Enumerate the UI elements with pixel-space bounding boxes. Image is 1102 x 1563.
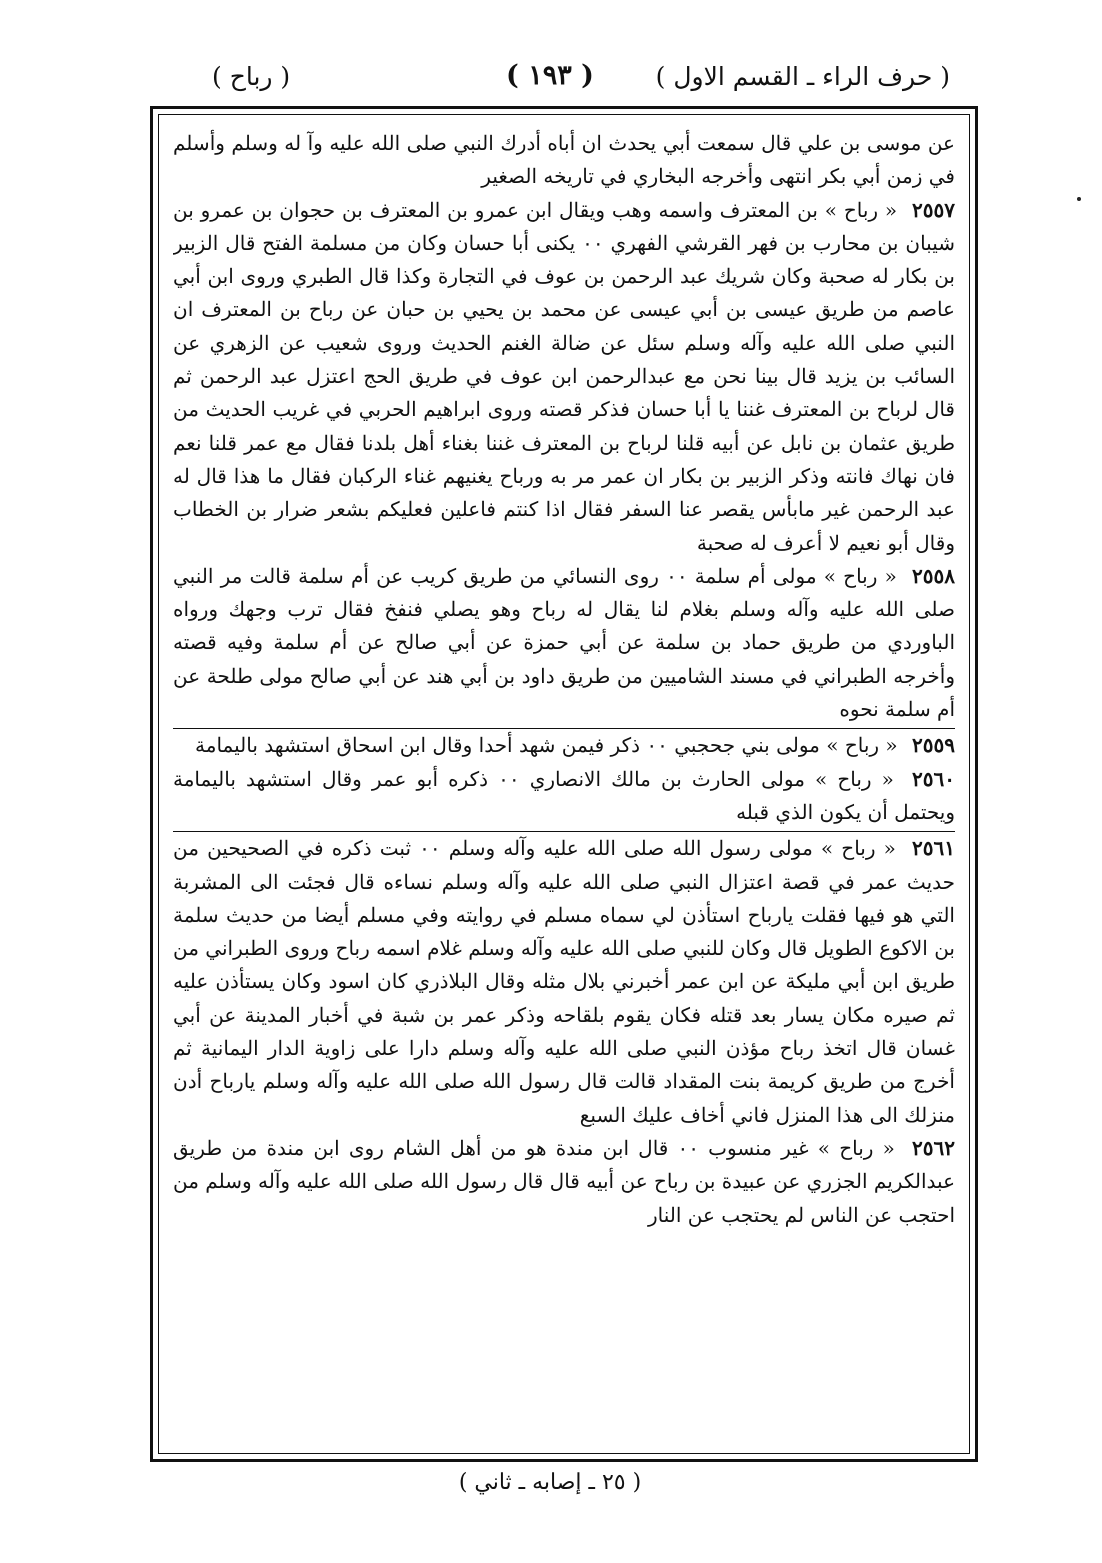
margin-dot bbox=[1077, 197, 1081, 201]
paragraph-entry-2558 bbox=[173, 560, 955, 726]
paragraph-entry-2560 bbox=[173, 763, 955, 830]
paragraph-text: « رباح » مولى بني جحجبي ٠٠ ذكر فيمن شهد أحدا وقال ابن اسحاق استشهد باليمامة bbox=[195, 733, 898, 758]
main-text bbox=[173, 127, 955, 1445]
entry-number: ٢٥٥٨ bbox=[912, 563, 955, 588]
page-number: ( ١٩٣ ) bbox=[506, 60, 594, 91]
entry-heading: ( رباح ) bbox=[212, 62, 291, 91]
paragraph-entry-2557 bbox=[173, 194, 955, 560]
page-frame-inner bbox=[158, 114, 970, 1454]
paragraph-text: « رباح » غير منسوب ٠٠ قال ابن مندة هو من أهل الشام روى ابن مندة من طريق عبدالكريم الجزري عن عبيدة بن رباح عن أبيه قال قال رسول الله صلى الله عليه وآله وسلم من احتجب عن الناس لم يحتجب عن النار bbox=[173, 1135, 955, 1227]
entry-number: ٢٥٦٠ bbox=[912, 766, 955, 791]
page-header bbox=[150, 62, 950, 102]
paragraph-text: « رباح » مولى رسول الله صلى الله عليه وآله وسلم ٠٠ ثبت ذكره في الصحيحين من حديث عمر في قصة اعتزال النبي صلى الله عليه وآله وسلم نساءه قال فجئت الى المشربة التي هو فيها فقلت يارباح استأذن لي سماه مسلم في روايته وفي مسلم أيضا من حديث سلمة بن الاكوع الطويل قال وكان للنبي صلى الله عليه وآله وسلم غلام اسمه رباح وروى الطبراني من طريق ابن أبي مليكة عن ابن عمر أخبرني بلال مثله وقال البلاذري كان اسود وكان يستأذن عليه ثم صيره مكان يسار بعد قتله فكان يقوم بلقاحه وذكر عمر بن شبة في أخبار المدينة عن أبي غسان قال اتخذ رباح مؤذن النبي صلى الله عليه وآله وسلم دارا على زاوية الدار اليمانية ثم أخرج من طريق كريمة بنت المقداد قالت قال رسول الله صلى الله عليه وآله وسلم يارباح أدن منزلك الى هذا المنزل فاني أخاف عليك السبع bbox=[173, 836, 955, 1127]
entry-number: ٢٥٥٧ bbox=[912, 197, 955, 222]
entry-number: ٢٥٥٩ bbox=[912, 733, 955, 758]
page-footer: ( ٢٥ ـ إصابه ـ ثاني ) bbox=[458, 1470, 642, 1495]
paragraph-entry-2561 bbox=[173, 832, 955, 1132]
page-frame bbox=[150, 106, 978, 1462]
entry-number: ٢٥٦١ bbox=[912, 836, 955, 861]
paragraph bbox=[173, 127, 955, 194]
paragraph-entry-2559 bbox=[173, 729, 955, 762]
paragraph-text: « رباح » بن المعترف واسمه وهب ويقال ابن عمرو بن المعترف بن حجوان بن عمرو بن شيبان بن محارب بن فهر القرشي الفهري ٠٠ يكنى أبا حسان وكان من مسلمة الفتح قال الزبير بن بكار له صحبة وكان شريك عبد الرحمن بن عوف في التجارة وكذا قال الطبري وروى ابن أبي عاصم من طريق عيسى بن أبي عيسى عن محمد بن يحيي بن حبان عن رباح بن المعترف ان النبي صلى الله عليه وآله وسلم سئل عن ضالة الغنم الحديث وروى شعيب عن الزهري عن السائب بن يزيد قال بينا نحن مع عبدالرحمن ابن عوف في طريق الحج اعتزل عبد الرحمن ثم قال لرباح بن المعترف غننا يا أبا حسان فذكر قصته وروى ابراهيم الحربي في غريب الحديث من طريق عثمان بن نابل عن أبيه قلنا لرباح بن المعترف غننا بغناء أهل بلدنا فقال مع عمر قلنا نعم فان نهاك فانته وذكر الزبير بن بكار ان عمر مر به ورباح يغنيهم غناء الركبان فقال ما هذا قال له عبد الرحمن غير مابأس يقصر عنا السفر فقال اذا كنتم فاعلين فعليكم بشعر ضرار بن الخطاب وقال أبو نعيم لا أعرف له صحبة bbox=[173, 197, 955, 555]
section-title: ( حرف الراء ـ القسم الاول ) bbox=[655, 62, 950, 91]
entry-number: ٢٥٦٢ bbox=[912, 1135, 955, 1160]
paragraph-text: « رباح » مولى الحارث بن مالك الانصاري ٠٠ ذكره أبو عمر وقال استشهد باليمامة ويحتمل أن يكون الذي قبله bbox=[173, 766, 955, 824]
paragraph-entry-2562 bbox=[173, 1132, 955, 1232]
paragraph-text: عن موسى بن علي قال سمعت أبي يحدث ان أباه أدرك النبي صلى الله عليه وآ له وسلم وأسلم في زمن أبي بكر انتهى وأخرجه البخاري في تاريخه الصغير bbox=[173, 131, 955, 189]
paragraph-text: « رباح » مولى أم سلمة ٠٠ روى النسائي من طريق كريب عن أم سلمة قالت مر النبي صلى الله عليه وآله وسلم بغلام لنا يقال له رباح وهو يصلي فنفخ فقال ترب وجهك ورواه الباوردي من طريق حماد بن سلمة عن أبي حمزة عن أبي صالح عن أم سلمة وفيه قصته وأخرجه الطبراني في مسند الشاميين من طريق داود بن أبي هند عن أبي صالح مولى طلحة عن أم سلمة نحوه bbox=[173, 563, 955, 722]
